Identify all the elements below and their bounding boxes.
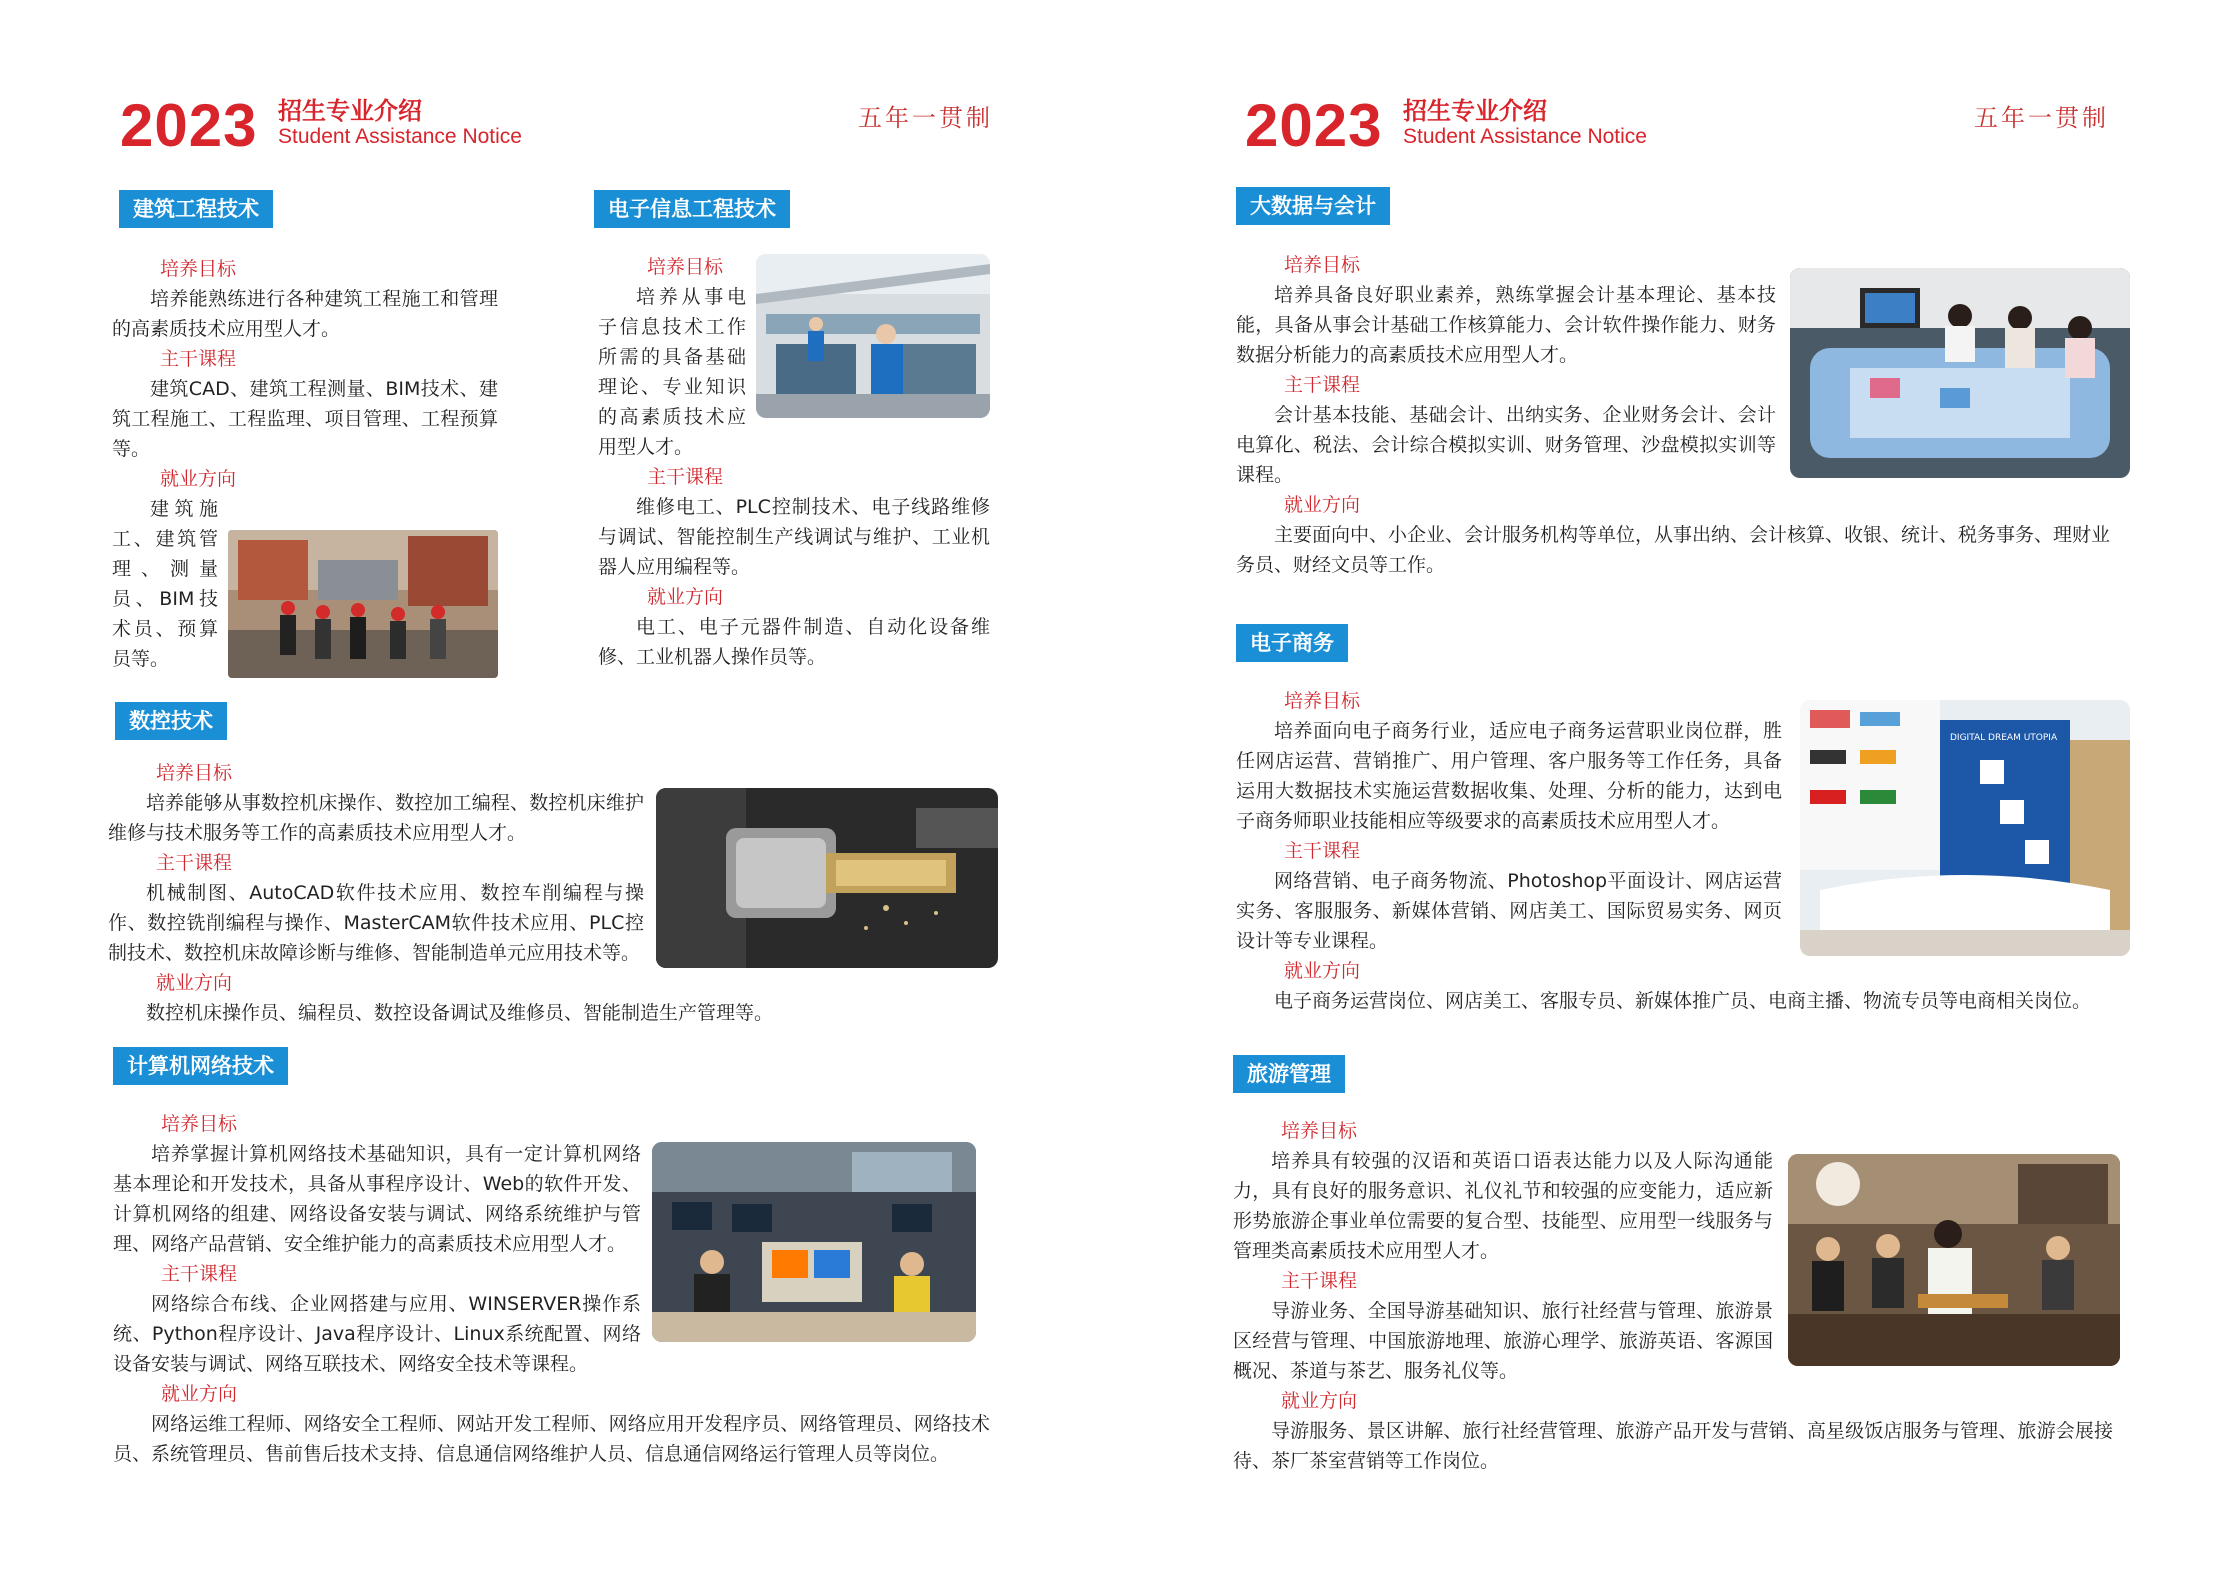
cnc-jobs-text: 数控机床操作员、编程员、数控设备调试及维修员、智能制造生产管理等。	[146, 1002, 774, 1024]
courses-label: 主干课程	[161, 1263, 238, 1285]
cnc-courses-text: 机械制图、AutoCAD软件技术应用、数控车削编程与操作、数控铣削编程与操作、MasterCAM软件技术应用、PLC控制技术、数控机床故障诊断与维修、智能制造单元应用技术等。	[108, 882, 644, 964]
tourism-jobs-text: 导游服务、景区讲解、旅行社经营管理、旅游产品开发与营销、高星级饭店服务与管理、旅游会展接待、茶厂茶室营销等工作岗位。	[1233, 1420, 2113, 1472]
accounting-sandbox-photo	[1790, 268, 2130, 478]
goal-label: 培养目标	[1284, 690, 1361, 712]
courses-label: 主干课程	[647, 466, 724, 488]
major-badge-construction: 建筑工程技术	[119, 190, 273, 228]
goal-label: 培养目标	[160, 258, 237, 280]
header-title-cn: 招生专业介绍	[278, 97, 422, 125]
major-badge-tourism: 旅游管理	[1233, 1055, 1345, 1093]
electronics-courses-text: 维修电工、PLC控制技术、电子线路维修与调试、智能控制生产线调试与维护、工业机器人应用编程等。	[598, 496, 990, 578]
major-badge-cnc: 数控技术	[115, 702, 227, 740]
header-title-en: Student Assistance Notice	[1403, 125, 1647, 148]
goal-label: 培养目标	[156, 762, 233, 784]
electronics-workshop-photo	[756, 254, 990, 418]
program-system-label: 五年一贯制	[1974, 104, 2109, 132]
network-courses-text: 网络综合布线、企业网搭建与应用、WINSERVER操作系统、Python程序设计、Java程序设计、Linux系统配置、网络设备安装与调试、网络互联技术、网络安全技术等课程。	[113, 1293, 641, 1375]
jobs-label: 就业方向	[160, 468, 237, 490]
jobs-label: 就业方向	[1284, 960, 1361, 982]
ecommerce-jobs-text: 电子商务运营岗位、网店美工、客服专员、新媒体推广员、电商主播、物流专员等电商相关岗位。	[1274, 990, 2092, 1012]
courses-label: 主干课程	[1284, 374, 1361, 396]
construction-site-photo	[228, 530, 498, 678]
network-goal-text: 培养掌握计算机网络技术基础知识，具有一定计算机网络基本理论和开发技术，具备从事程序设计、Web的软件开发、计算机网络的组建、网络设备安装与调试、网络系统维护与管理、网络产品营销、安全维护能力的高素质技术应用型人才。	[113, 1143, 641, 1255]
courses-label: 主干课程	[156, 852, 233, 874]
jobs-label: 就业方向	[1284, 494, 1361, 516]
major-badge-network: 计算机网络技术	[113, 1047, 288, 1085]
goal-label: 培养目标	[647, 256, 724, 278]
construction-jobs-text: 建筑施工、建筑管理、测量员、BIM技术员、预算员等。	[112, 498, 218, 670]
jobs-label: 就业方向	[647, 586, 724, 608]
header-year: 2023	[1245, 92, 1383, 159]
jobs-label: 就业方向	[1281, 1390, 1358, 1412]
construction-courses-text: 建筑CAD、建筑工程测量、BIM技术、建筑工程施工、工程监理、项目管理、工程预算等。	[112, 378, 498, 460]
ecommerce-studio-photo	[1800, 700, 2130, 956]
tourism-goal-text: 培养具有较强的汉语和英语口语表达能力以及人际沟通能力，具有良好的服务意识、礼仪礼节和较强的应变能力，适应新形势旅游企事业单位需要的复合型、技能型、应用型一线服务与管理类高素质技术应用型人才。	[1233, 1150, 1773, 1262]
accounting-courses-text: 会计基本技能、基础会计、出纳实务、企业财务会计、会计电算化、税法、会计综合模拟实训、财务管理、沙盘模拟实训等课程。	[1236, 404, 1776, 486]
courses-label: 主干课程	[160, 348, 237, 370]
jobs-label: 就业方向	[161, 1383, 238, 1405]
header-year: 2023	[120, 92, 258, 159]
brochure-header	[120, 92, 580, 159]
right-page	[1110, 0, 2220, 1570]
major-badge-electronics: 电子信息工程技术	[594, 190, 790, 228]
studio-sign-text: DIGITAL DREAM UTOPIA	[1950, 733, 2058, 743]
goal-label: 培养目标	[161, 1113, 238, 1135]
computer-lab-photo	[652, 1142, 976, 1342]
network-jobs-text: 网络运维工程师、网络安全工程师、网站开发工程师、网络应用开发程序员、网络管理员、网络技术员、系统管理员、售前售后技术支持、信息通信网络维护人员、信息通信网络运行管理人员等岗位。	[113, 1413, 990, 1465]
jobs-label: 就业方向	[156, 972, 233, 994]
electronics-jobs-text: 电工、电子元器件制造、自动化设备维修、工业机器人操作员等。	[598, 616, 990, 668]
construction-goal-text: 培养能熟练进行各种建筑工程施工和管理的高素质技术应用型人才。	[112, 288, 498, 340]
major-badge-accounting: 大数据与会计	[1236, 187, 1390, 225]
ecommerce-courses-text: 网络营销、电子商务物流、Photoshop平面设计、网店运营实务、客服服务、新媒体营销、网店美工、国际贸易实务、网页设计等专业课程。	[1236, 870, 1782, 952]
tea-ceremony-photo	[1788, 1154, 2120, 1366]
cnc-goal-text: 培养能够从事数控机床操作、数控加工编程、数控机床维护维修与技术服务等工作的高素质技术应用型人才。	[108, 792, 644, 844]
header-title-cn: 招生专业介绍	[1403, 97, 1547, 125]
brochure-header	[1245, 92, 1705, 159]
courses-label: 主干课程	[1284, 840, 1361, 862]
major-badge-ecommerce: 电子商务	[1236, 624, 1348, 662]
courses-label: 主干课程	[1281, 1270, 1358, 1292]
accounting-goal-text: 培养具备良好职业素养，熟练掌握会计基本理论、基本技能，具备从事会计基础工作核算能力、会计软件操作能力、财务数据分析能力的高素质技术应用型人才。	[1236, 284, 1776, 366]
goal-label: 培养目标	[1281, 1120, 1358, 1142]
ecommerce-goal-text: 培养面向电子商务行业，适应电子商务运营职业岗位群，胜任网店运营、营销推广、用户管理、客户服务等工作任务，具备运用大数据技术实施运营数据收集、处理、分析的能力，达到电子商务师职业技能相应等级要求的高素质技术应用型人才。	[1236, 720, 1782, 832]
electronics-goal-text: 培养从事电子信息技术工作所需的具备基础理论、专业知识的高素质技术应用型人才。	[598, 286, 746, 458]
tourism-courses-text: 导游业务、全国导游基础知识、旅行社经营与管理、旅游景区经营与管理、中国旅游地理、旅游心理学、旅游英语、客源国概况、茶道与茶艺、服务礼仪等。	[1233, 1300, 1773, 1382]
accounting-jobs-text: 主要面向中、小企业、会计服务机构等单位，从事出纳、会计核算、收银、统计、税务事务、理财业务员、财经文员等工作。	[1236, 524, 2111, 576]
cnc-lathe-photo	[656, 788, 998, 968]
header-title-en: Student Assistance Notice	[278, 125, 522, 148]
program-system-label: 五年一贯制	[858, 104, 993, 132]
goal-label: 培养目标	[1284, 254, 1361, 276]
